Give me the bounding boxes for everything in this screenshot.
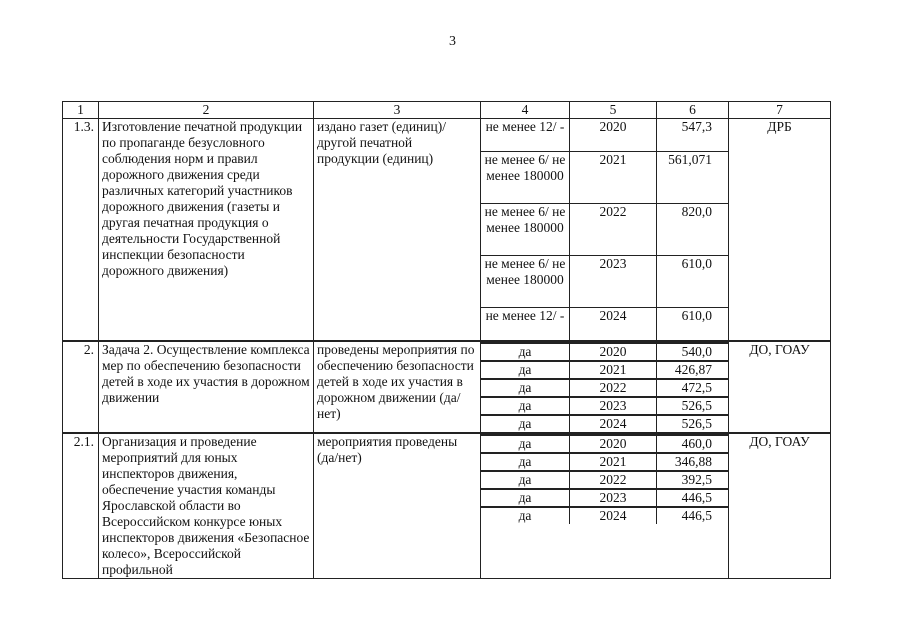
year-cell: 2022 [570, 379, 657, 397]
header-col-2: 2 [99, 102, 314, 119]
year-cell: 2023 [570, 489, 657, 507]
amount-cell: 820,0 [657, 204, 729, 256]
value-cell: да [481, 435, 570, 453]
indicator-name: издано газет (единиц)/ другой печатной продукции (единиц) [314, 119, 481, 342]
value-cell: да [481, 507, 570, 524]
year-cell: 2022 [570, 204, 657, 256]
amount-cell: 426,87 [657, 361, 729, 379]
year-cell: 2020 [570, 435, 657, 453]
executor: ДРБ [729, 119, 831, 342]
amount-cell: 610,0 [657, 256, 729, 308]
header-col-5: 5 [570, 102, 657, 118]
amount-cell: 346,88 [657, 453, 729, 471]
page-number: 3 [449, 34, 456, 49]
year-cell: 2024 [570, 507, 657, 524]
header-col-4: 4 [481, 102, 570, 118]
value-cell: да [481, 397, 570, 415]
program-table [62, 101, 831, 579]
year-cell: 2020 [570, 343, 657, 361]
year-cell: 2023 [570, 397, 657, 415]
value-cell: да [481, 489, 570, 507]
year-cell: 2020 [570, 119, 657, 152]
yearly-values [481, 433, 729, 579]
amount-cell: 472,5 [657, 379, 729, 397]
measure-name: Организация и проведение мероприятий для юных инспекторов движения, обеспечение участия команды Ярославской области во Всероссийском конкурсе юных инспекторов движения «Безопасное колесо», Всероссийской профильной [99, 433, 314, 579]
year-cell: 2024 [570, 308, 657, 341]
value-cell: не менее 6/ не менее 180000 [481, 204, 570, 256]
value-cell: да [481, 379, 570, 397]
yearly-values [481, 119, 729, 342]
amount-cell: 526,5 [657, 397, 729, 415]
amount-cell: 446,5 [657, 489, 729, 507]
amount-cell: 460,0 [657, 435, 729, 453]
amount-cell: 610,0 [681, 308, 712, 323]
amount-cell: 392,5 [657, 471, 729, 489]
year-cell: 2024 [570, 415, 657, 432]
amount-cell: 561,071 [657, 152, 729, 204]
row-number: 2. [63, 341, 99, 433]
year-cell: 2021 [570, 453, 657, 471]
header-col-1: 1 [63, 102, 99, 119]
indicator-name: проведены мероприятия по обеспечению безопасности детей в ходе их участия в дорожном движении (да/нет) [314, 341, 481, 433]
value-cell: не менее 6/ не менее 180000 [481, 256, 570, 308]
value-cell: не менее 12/ - [481, 308, 570, 341]
row-number: 1.3. [63, 119, 99, 342]
value-cell: да [481, 361, 570, 379]
amount-cell: 446,5 [657, 507, 729, 524]
table-row [63, 119, 831, 342]
table-row [63, 433, 831, 579]
measure-name: Изготовление печатной продукции по пропаганде безусловного соблюдения норм и правил дорожного движения среди различных категорий участников дорожного движения (газеты и другая печатная продукция о деятельности Государственной инспекции безопасности дорожного движения) [99, 119, 314, 342]
header-row [63, 102, 831, 119]
value-cell: да [481, 415, 570, 432]
executor: ДО, ГОАУ [729, 433, 831, 579]
value-cell: да [481, 471, 570, 489]
table-row [63, 341, 831, 433]
value-cell: да [481, 343, 570, 361]
executor: ДО, ГОАУ [729, 341, 831, 433]
year-cell: 2023 [570, 256, 657, 308]
amount-cell: 547,3 [657, 119, 729, 152]
yearly-values [481, 341, 729, 433]
header-col-4-6 [481, 102, 729, 119]
header-col-6: 6 [689, 102, 696, 117]
indicator-name: мероприятия проведены (да/нет) [314, 433, 481, 579]
year-cell: 2021 [570, 361, 657, 379]
measure-name: Задача 2. Осуществление комплекса мер по обеспечению безопасности детей в ходе их участия в дорожном движении [99, 341, 314, 433]
amount-cell: 526,5 [657, 415, 729, 432]
header-col-7: 7 [729, 102, 831, 119]
value-cell: не менее 12/ - [481, 119, 570, 152]
year-cell: 2022 [570, 471, 657, 489]
row-number: 2.1. [63, 433, 99, 579]
value-cell: не менее 6/ не менее 180000 [481, 152, 570, 204]
header-col-3: 3 [314, 102, 481, 119]
value-cell: да [481, 453, 570, 471]
amount-cell: 540,0 [657, 343, 729, 361]
year-cell: 2021 [570, 152, 657, 204]
